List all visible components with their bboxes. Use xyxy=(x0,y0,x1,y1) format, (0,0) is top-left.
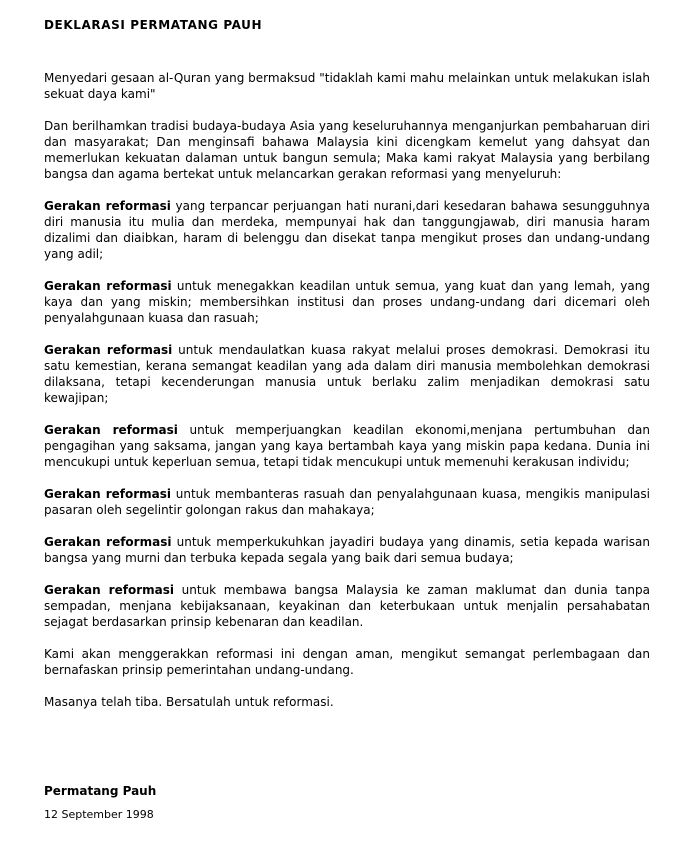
reform-point-text: untuk mendaulatkan kuasa rakyat melalui proses demokrasi. Demokrasi itu satu kemestian, kerana semangat keadilan yang ada dalam diri manusia membolehkan demokrasi dilaksana, tetapi kecenderungan manusia untuk berlaku zalim menjadikan demokrasi satu kewajipan; xyxy=(44,343,650,405)
reform-point-text: untuk membawa bangsa Malaysia ke zaman maklumat dan dunia tanpa sempadan, menjana kebijaksanaan, keyakinan dan keterbukaan untuk menjalin persahabatan sejagat berdasarkan prinsip kebenaran dan keadilan. xyxy=(44,583,650,629)
reform-point-5 xyxy=(44,486,650,518)
reform-point-6 xyxy=(44,534,650,566)
reform-point-1 xyxy=(44,198,650,262)
reform-point-lead: Gerakan reformasi xyxy=(44,535,172,549)
reform-point-4 xyxy=(44,422,650,470)
reform-point-lead: Gerakan reformasi xyxy=(44,279,172,293)
declaration-date: 12 September 1998 xyxy=(44,808,154,821)
closing-paragraph-1: Kami akan menggerakkan reformasi ini dengan aman, mengikut semangat perlembagaan dan bernafaskan prinsip pemerintahan undang-undang. xyxy=(44,647,650,677)
reform-point-lead: Gerakan reformasi xyxy=(44,199,171,213)
document-body xyxy=(44,70,650,710)
reform-point-text: untuk membanteras rasuah dan penyalahgunaan kuasa, mengikis manipulasi pasaran oleh segelintir golongan rakus dan mahakaya; xyxy=(44,487,650,517)
reform-point-text: untuk memperkukuhkan jayadiri budaya yang dinamis, setia kepada warisan bangsa yang murni dan terbuka kepada segala yang baik dari semua budaya; xyxy=(44,535,650,565)
intro-paragraph-2: Dan berilhamkan tradisi budaya-budaya Asia yang keseluruhannya menganjurkan pembaharuan diri dan masyarakat; Dan menginsafi bahawa Malaysia kini dicengkam kemelut yang dahsyat dan memerlukan kekuatan dalaman untuk bangun semula; Maka kami rakyat Malaysia yang berbilang bangsa dan agama bertekat untuk melancarkan gerakan reformasi yang menyeluruh: xyxy=(44,119,650,181)
reform-point-3 xyxy=(44,342,650,406)
reform-point-lead: Gerakan reformasi xyxy=(44,583,174,597)
closing-paragraph-2: Masanya telah tiba. Bersatulah untuk reformasi. xyxy=(44,695,334,709)
document-title: DEKLARASI PERMATANG PAUH xyxy=(44,18,263,32)
intro-paragraph-1: Menyedari gesaan al-Quran yang bermaksud "tidaklah kami mahu melainkan untuk melakukan islah sekuat daya kami" xyxy=(44,71,650,101)
signoff-place: Permatang Pauh xyxy=(44,784,157,798)
reform-point-text: untuk memperjuangkan keadilan ekonomi,menjana pertumbuhan dan pengagihan yang saksama, jangan yang kaya bertambah kaya yang miskin papa kedana. Dunia ini mencukupi untuk keperluan semua, tetapi tidak mencukupi untuk memenuhi kerakusan individu; xyxy=(44,423,650,469)
reform-point-text: untuk menegakkan keadilan untuk semua, yang kuat dan yang lemah, yang kaya dan yang miskin; membersihkan institusi dan proses undang-undang dari dicemari oleh penyalahgunaan kuasa dan rasuah; xyxy=(44,279,650,325)
reform-point-lead: Gerakan reformasi xyxy=(44,487,172,501)
reform-point-7 xyxy=(44,582,650,630)
reform-point-2 xyxy=(44,278,650,326)
reform-point-lead: Gerakan reformasi xyxy=(44,343,173,357)
reform-point-lead: Gerakan reformasi xyxy=(44,423,178,437)
reform-point-text: yang terpancar perjuangan hati nurani,dari kesedaran bahawa sesungguhnya diri manusia itu mulia dan merdeka, mempunyai hak dan tanggungjawab, diri manusia haram dizalimi dan diaibkan, haram di belenggu dan disekat tanpa mengikut proses dan undang-undang yang adil; xyxy=(44,199,650,261)
